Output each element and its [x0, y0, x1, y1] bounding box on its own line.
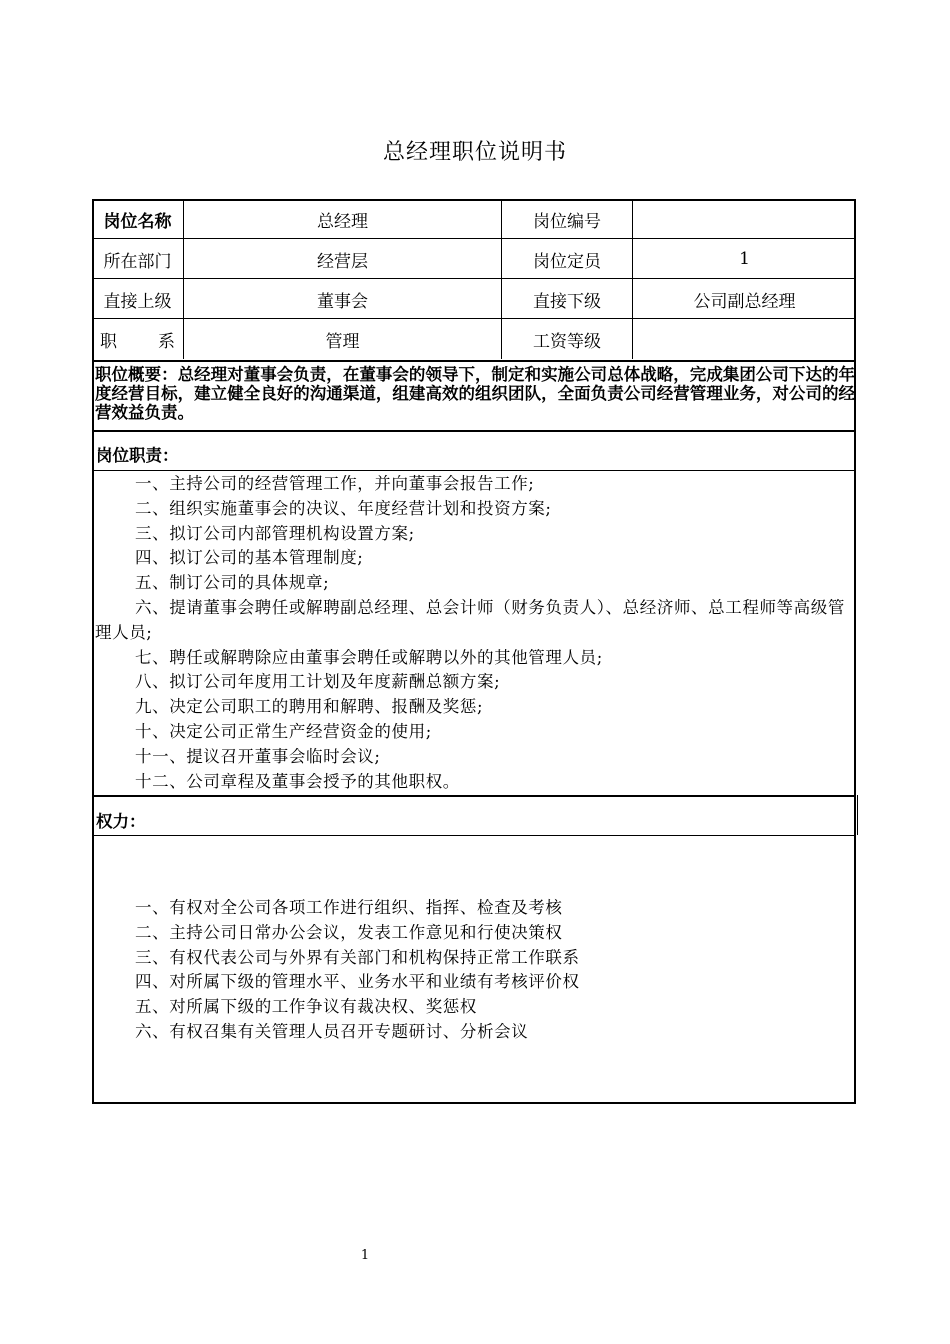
label-job-family-part1: 职 — [100, 331, 117, 352]
duty-item-4: 四、拟订公司的基本管理制度; — [135, 548, 364, 568]
value-direct-superior: 董事会 — [184, 279, 502, 319]
label-department: 所在部门 — [92, 239, 184, 279]
powers-top-rule — [92, 795, 856, 797]
powers-label: 权力： — [96, 812, 146, 831]
value-department: 经营层 — [184, 239, 502, 279]
page-title: 总经理职位说明书 — [382, 140, 567, 165]
label-salary-grade: 工资等级 — [502, 319, 633, 359]
duty-item-2: 二、组织实施董事会的决议、年度经营计划和投资方案; — [135, 498, 552, 518]
label-position-code: 岗位编号 — [502, 199, 633, 239]
duty-item-11: 十一、提议召开董事会临时会议; — [135, 746, 381, 766]
power-item-3: 三、有权代表公司与外界有关部门和机构保持正常工作联系 — [135, 947, 580, 967]
info-row-department — [92, 239, 856, 279]
label-job-family — [92, 319, 184, 359]
power-item-5: 五、对所属下级的工作争议有裁决权、奖惩权 — [135, 997, 477, 1017]
duty-item-10: 十、决定公司正常生产经营资金的使用; — [135, 721, 432, 741]
duty-item-1: 一、主持公司的经营管理工作，并向董事会报告工作; — [135, 474, 535, 493]
power-item-6: 六、有权召集有关管理人员召开专题研讨、分析会议 — [135, 1021, 529, 1041]
value-job-family: 管理 — [184, 319, 502, 359]
duty-item-5: 五、制订公司的具体规章; — [135, 573, 330, 593]
power-item-2: 二、主持公司日常办公会议，发表工作意见和行使决策权 — [135, 922, 563, 942]
power-item-1: 一、有权对全公司各项工作进行组织、指挥、检查及考核 — [135, 898, 563, 917]
powers-header-rule — [92, 835, 856, 836]
summary-top-rule — [92, 360, 856, 362]
duty-item-3: 三、拟订公司内部管理机构设置方案; — [135, 523, 415, 543]
value-direct-subordinate: 公司副总经理 — [693, 291, 796, 312]
value-salary-grade — [633, 319, 856, 359]
duty-item-8: 八、拟订公司年度用工计划及年度薪酬总额方案; — [135, 672, 501, 692]
page-number: 1 — [360, 1248, 370, 1263]
value-headcount: 1 — [739, 249, 750, 269]
duties-header-rule — [92, 470, 856, 471]
power-item-4: 四、对所属下级的管理水平、业务水平和业绩有考核评价权 — [135, 972, 580, 992]
label-headcount: 岗位定员 — [502, 239, 633, 279]
powers-header-right-edge — [857, 795, 858, 835]
duties-list — [95, 472, 853, 794]
duty-item-12: 十二、公司章程及董事会授予的其他职权。 — [135, 771, 460, 791]
position-summary: 职位概要：总经理对董事会负责，在董事会的领导下，制定和实施公司总体战略，完成集团公司下达的年度经营目标，建立健全良好的沟通渠道，组建高效的组织团队，全面负责公司经营管理业务，对公司的经营效益负责。 — [95, 365, 855, 422]
info-row-reporting — [92, 279, 856, 319]
duties-top-rule — [92, 430, 856, 432]
duty-item-9: 九、决定公司职工的聘用和解聘、报酬及奖惩; — [135, 697, 484, 717]
value-position-code — [633, 199, 856, 239]
label-direct-superior: 直接上级 — [92, 279, 184, 319]
duty-item-6: 六、提请董事会聘任或解聘副总经理、总会计师（财务负责人）、总经济师、总工程师等高级管理人员; — [95, 597, 845, 642]
info-row-job-family — [92, 319, 856, 359]
info-row-position — [92, 199, 856, 239]
label-position-name: 岗位名称 — [92, 199, 184, 239]
duties-label: 岗位职责： — [96, 446, 179, 465]
duty-item-7: 七、聘任或解聘除应由董事会聘任或解聘以外的其他管理人员; — [135, 647, 603, 667]
label-job-family-part2: 系 — [158, 331, 175, 352]
value-position-name: 总经理 — [184, 199, 502, 239]
label-direct-subordinate: 直接下级 — [502, 279, 633, 319]
powers-list — [135, 896, 835, 1045]
